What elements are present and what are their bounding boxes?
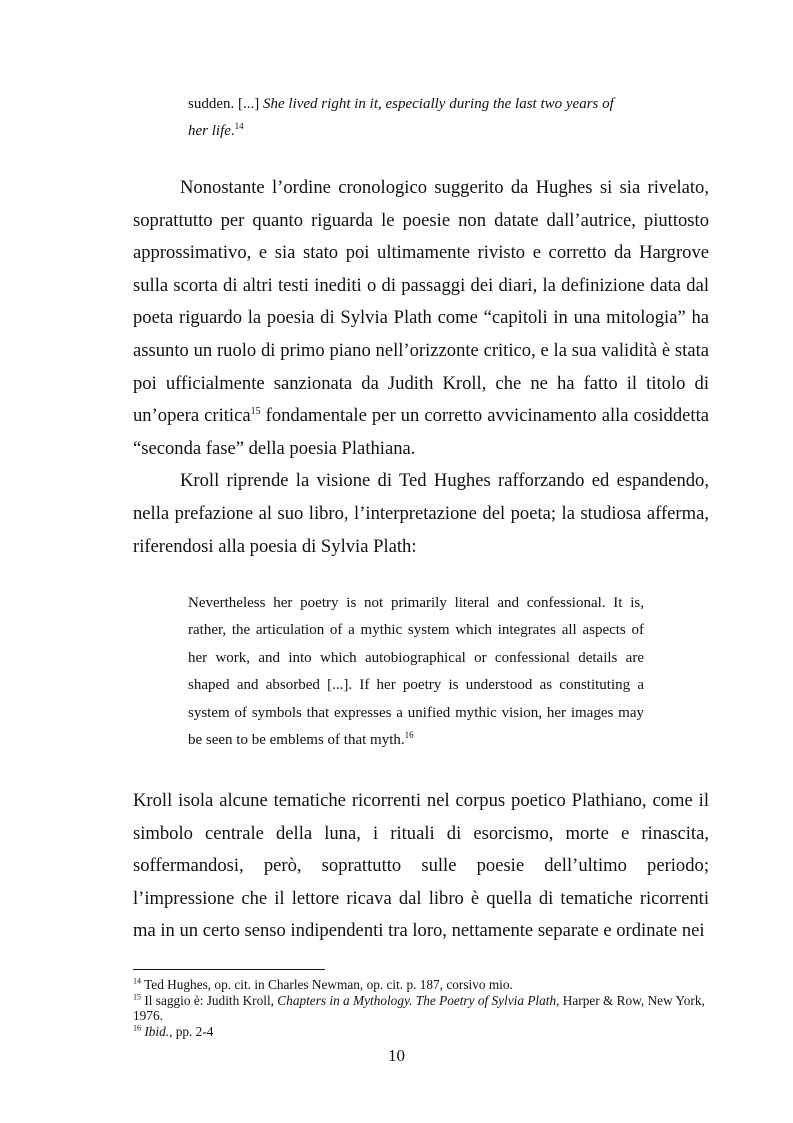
body-text-lower xyxy=(133,785,709,948)
quote-hughes-line2: her life.$^{14}$ xyxy=(188,121,244,140)
footnotes xyxy=(133,977,709,1040)
body-text-upper xyxy=(133,172,709,563)
page-number: 10 xyxy=(388,1046,405,1065)
footnote-15: $^{15}$ Il saggio è: Judith Kroll, Chapters in a Mythology. The Poetry of Sylvia Plath, Harper & Row, New York, 1976. xyxy=(133,992,705,1024)
quote-hughes-line1: sudden. [...] She lived right in it, especially during the last two years of xyxy=(188,96,614,112)
footnote-ref-16[interactable]: 16 xyxy=(404,730,414,741)
footnote-separator xyxy=(133,969,325,970)
block-quote-hughes xyxy=(188,91,644,146)
paragraph-kroll-vision: Kroll riprende la visione di Ted Hughes rafforzando ed espandendo, nella prefazione al suo libro, l’interpretazione del poeta; la studiosa afferma, riferendosi alla poesia di Sylvia Plath: xyxy=(133,470,709,557)
footnote-ref-15[interactable]: 15 xyxy=(250,405,261,417)
block-quote-kroll xyxy=(188,590,644,754)
paragraph-chronology: Nonostante l’ordine cronologico suggerito da Hughes si sia rivelato, soprattutto per quanto riguarda le poesie non datate dall’autrice, piuttosto approssimativo, e sia stato poi ultimamente rivisto e corretto da Hargrove sulla scorta di altri testi inediti o di passaggi dei diari, la definizione data dal poeta riguardo la poesia di Sylvia Plath come “capitoli in una mitologia” ha assunto un ruolo di primo piano nell’orizzonte critico, e la sua validità è stata poi ufficialmente sanzionata da Judith Kroll, che ne ha fatto il titolo di un’opera critica$^{15}$ fondamentale per un corretto avvicinamento alla cosiddetta “seconda fase” della poesia Plathiana. xyxy=(133,177,709,459)
footnote-16: $^{16}$ Ibid., pp. 2-4 xyxy=(133,1023,214,1040)
footnote-14: $^{14}$ Ted Hughes, op. cit. in Charles Newman, op. cit. p. 187, corsivo mio. xyxy=(133,976,513,992)
footnote-ref-14[interactable]: 14 xyxy=(234,121,244,132)
paragraph-kroll-themes: Kroll isola alcune tematiche ricorrenti nel corpus poetico Plathiano, come il simbolo centrale della luna, i rituali di esorcismo, morte e rinascita, soffermandosi, però, soprattutto sulle poesie dell’ultimo periodo; l’impressione che il lettore ricava dal libro è quella di tematiche ricorrenti ma in un certo senso indipendenti tra loro, nettamente separate e ordinate nei xyxy=(133,790,709,942)
quote-kroll-text: Nevertheless her poetry is not primarily literal and confessional. It is, rather, the articulation of a mythic system which integrates all aspects of her work, and into which autobiographical or confessional details are shaped and absorbed [...]. If her poetry is understood as constituting a system of symbols that expresses a unified mythic vision, her images may be seen to be emblems of that myth.$^{16}$ xyxy=(188,595,644,749)
